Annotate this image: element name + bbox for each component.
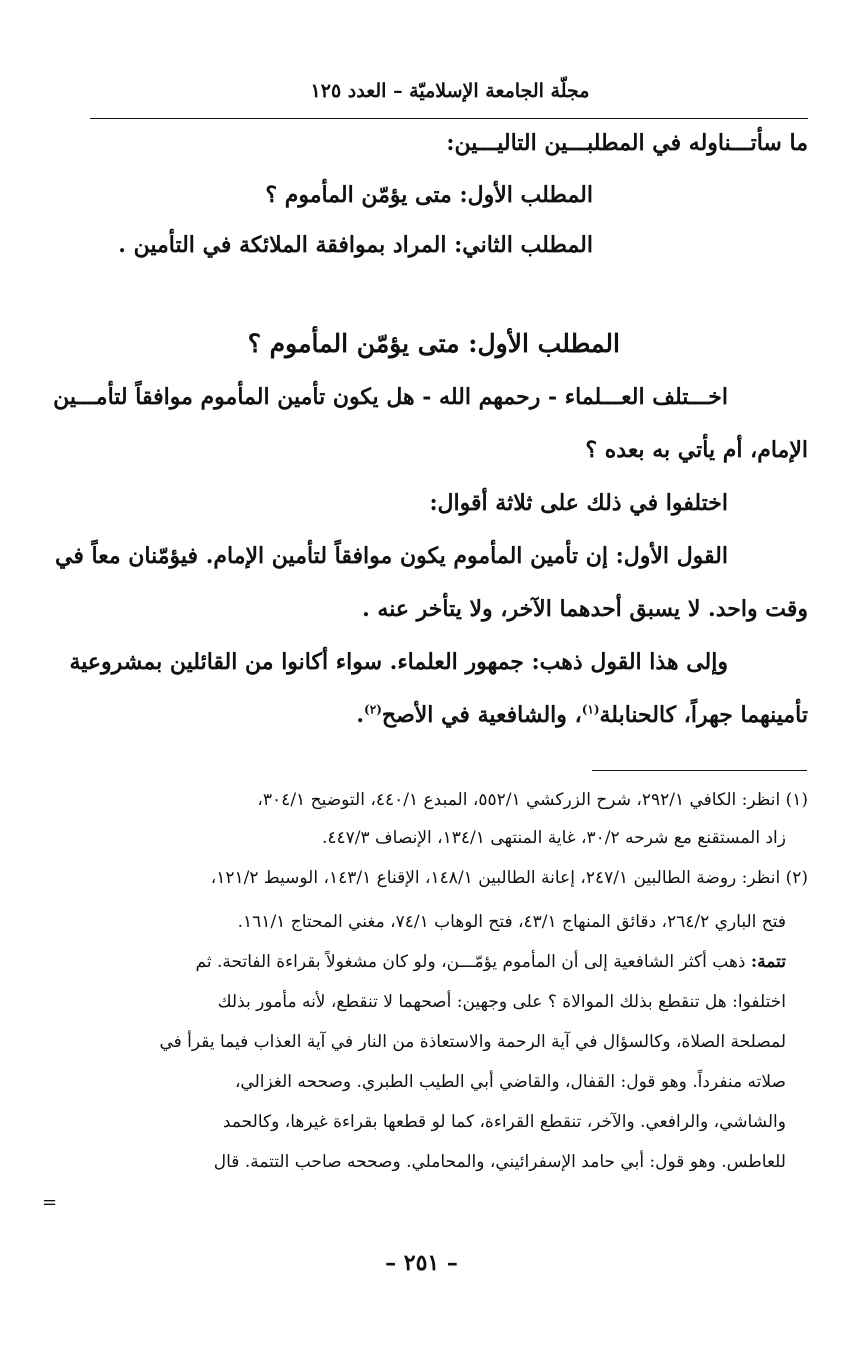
- intro-line: ما سأتـــناوله في المطلبـــين التاليـــين:: [446, 130, 808, 156]
- section-heading: المطلب الأول: متى يؤمّن المأموم ؟: [247, 329, 620, 358]
- paragraph-2: اختلفوا في ذلك على ثلاثة أقوال:: [429, 490, 728, 516]
- footnote-divider: [592, 770, 807, 771]
- paragraph-4-text-b: ، والشافعية في الأصح: [381, 702, 582, 728]
- footnote-1-line-1: (١) انظر: الكافي ٢٩٢/١، شرح الزركشي ٥٥٢/١، المبدع ٤٤٠/١، التوضيح ٣٠٤/١،: [257, 790, 808, 810]
- tatimma-line-6: للعاطس. وهو قول: أبي حامد الإسفرائيني، والمحاملي. وصححه صاحب التتمة. قال: [213, 1152, 786, 1172]
- tatimma-line-4: صلاته منفرداً. وهو قول: القفال، والقاضي أبي الطيب الطبري. وصححه الغزالي،: [234, 1072, 786, 1092]
- paragraph-4-line-1: وإلى هذا القول ذهب: جمهور العلماء. سواء أكانوا من القائلين بمشروعية: [69, 649, 728, 675]
- outline-item-1: المطلب الأول: متى يؤمّن المأموم ؟: [265, 182, 593, 208]
- tatimma-line-3: لمصلحة الصلاة، وكالسؤال في آية الرحمة والاستعاذة من النار في آية العذاب فيما يقرأ في: [159, 1032, 786, 1052]
- outline-item-2: المطلب الثاني: المراد بموافقة الملائكة في التأمين .: [118, 232, 593, 258]
- paragraph-1-line-2: الإمام، أم يأتي به بعده ؟: [585, 437, 808, 463]
- header-divider: [90, 118, 808, 119]
- footnote-ref-2[interactable]: (٢): [364, 702, 382, 717]
- paragraph-1-line-1: اخـــتلف العـــلماء - رحمهم الله - هل يكون تأمين المأموم موافقاً لتأمـــين: [53, 384, 728, 410]
- paragraph-3-line-1: القول الأول: إن تأمين المأموم يكون موافقاً لتأمين الإمام. فيؤمّنان معاً في: [54, 543, 728, 569]
- tatimma-label: تتمة:: [750, 952, 786, 972]
- tatimma-text-1: ذهب أكثر الشافعية إلى أن المأموم يؤمّـــن، ولو كان مشغولاً بقراءة الفاتحة. ثم: [195, 952, 751, 972]
- footnote-1-line-2: زاد المستقنع مع شرحه ٣٠/٢، غاية المنتهى ١٣٤/١، الإنصاف ٤٤٧/٣.: [321, 828, 786, 848]
- tatimma-line-5: والشاشي، والرافعي. والآخر، تنقطع القراءة، كما لو قطعها بقراءة غيرها، وكالحمد: [222, 1112, 786, 1132]
- paragraph-4-text-a: تأمينهما جهراً، كالحنابلة: [599, 702, 808, 728]
- footnote-2-line-1: (٢) انظر: روضة الطالبين ٢٤٧/١، إعانة الطالبين ١٤٨/١، الإقناع ١٤٣/١، الوسيط ١٢١/٢،: [210, 868, 808, 888]
- page-number: – ٢٥١ –: [385, 1250, 458, 1276]
- continuation-mark: =: [42, 1192, 58, 1213]
- footnote-ref-1[interactable]: (١): [581, 702, 600, 717]
- paragraph-3-line-2: وقت واحد. لا يسبق أحدهما الآخر، ولا يتأخر عنه .: [362, 596, 808, 622]
- footnote-2-line-2: فتح الباري ٢٦٤/٢، دقائق المنهاج ٤٣/١، فتح الوهاب ٧٤/١، مغني المحتاج ١٦١/١.: [237, 912, 786, 932]
- tatimma-line-2: اختلفوا: هل تنقطع بذلك الموالاة ؟ على وجهين: أصحهما لا تنقطع، لأنه مأمور بذلك: [217, 992, 786, 1012]
- running-header: مجلّة الجامعة الإسلاميّة – العدد ١٢٥: [310, 80, 590, 102]
- paragraph-4-text-c: .: [356, 702, 365, 728]
- paragraph-4-line-2: [356, 702, 808, 728]
- tatimma-line-1: [196, 952, 786, 972]
